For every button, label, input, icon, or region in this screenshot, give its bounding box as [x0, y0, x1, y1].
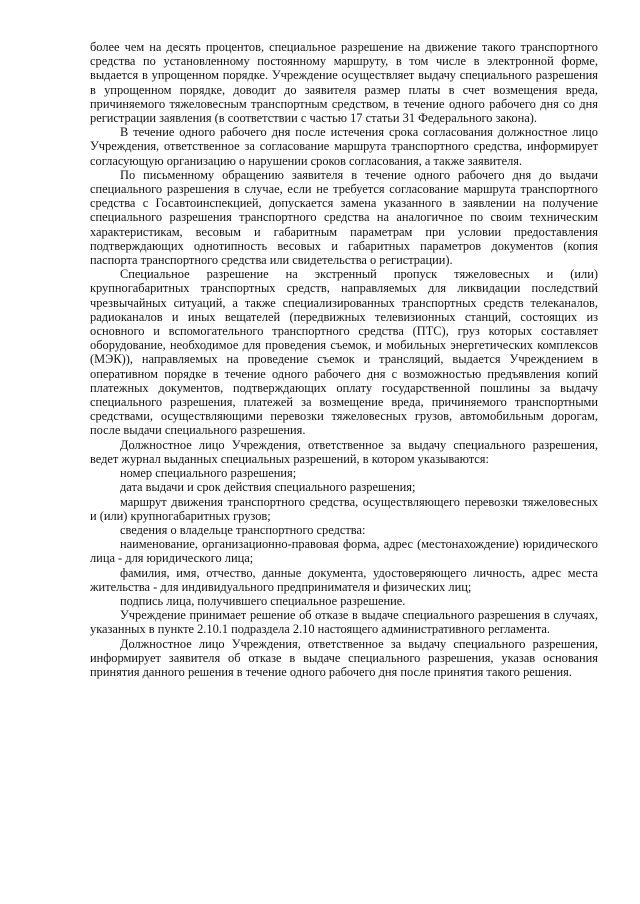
paragraph-deadline-notification: В течение одного рабочего дня после истечения срока согласования должностное лицо Учреждения, ответственное за согласование маршрута транспортного средства, информирует согласующую организацию о нарушении сроков согласования, а также заявителя.	[90, 125, 598, 168]
list-item: маршрут движения транспортного средства, осуществляющего перевозки тяжеловесных и (или) крупногабаритных грузов;	[90, 494, 598, 523]
paragraph-journal: Должностное лицо Учреждения, ответственное за выдачу специального разрешения, ведет журнал выданных специальных разрешений, в котором указываются:	[90, 437, 598, 466]
list-item: подпись лица, получившего специальное разрешение.	[120, 593, 406, 608]
paragraph-vehicle-replacement: По письменному обращению заявителя в течение одного рабочего дня до выдачи специального разрешения в случае, если не требуется согласование маршрута транспортного средства с Госавтоинспекцией, допускается замена указанного в заявлении на получение специального разрешения транспортного средства на аналогичное по своим техническим характеристикам, весовым и габаритным параметрам при условии предоставления подтверждающих однотипность весовых и габаритных параметров документов (копия паспорта транспортного средства или свидетельства о регистрации).	[90, 167, 598, 268]
paragraph-refusal-notification: Должностное лицо Учреждения, ответственное за выдачу специального разрешения, информирует заявителя об отказе в выдаче специального разрешения, указав основания принятия данного решения в течение одного рабочего дня после принятия такого решения.	[90, 636, 598, 679]
document-page	[90, 40, 598, 679]
list-item: фамилия, имя, отчество, данные документа, удостоверяющего личность, адрес места жительства - для индивидуального предпринимателя и физических лиц;	[90, 565, 598, 594]
list-item: наименование, организационно-правовая форма, адрес (местонахождение) юридического лица - для юридического лица;	[90, 537, 598, 566]
paragraph-emergency-pass: Специальное разрешение на экстренный пропуск тяжеловесных и (или) крупногабаритных транспортных средств, направляемых для ликвидации последствий чрезвычайных ситуаций, а также специализированных транспортных средств телеканалов, радиоканалов и иных вещателей (передвижных телевизионных станций, состоящих из основного и вспомогательного транспортного средства (ПТС), груз которых составляет оборудование, необходимое для проведения съемок, и мобильных энергетических комплексов (МЭК)), направляемых на проведение съемок и трансляций, выдается Учреждением в оперативном порядке в течение одного рабочего дня с возможностью предъявления копий платежных документов, подтверждающих оплату государственной пошлины за выдачу специального разрешения, платежей за возмещение вреда, причиняемого транспортными средствами, осуществляющими перевозки тяжеловесных грузов, автомобильным дорогам, после выдачи специального разрешения.	[90, 267, 598, 438]
list-item: номер специального разрешения;	[120, 466, 297, 481]
paragraph-continuation: более чем на десять процентов, специальное разрешение на движение такого транспортного средства по установленному постоянному маршруту, в том числе в электронной форме, выдается в упрощенном порядке. Учреждение осуществляет выдачу специального разрешения в упрощенном порядке, доводит до заявителя размер платы в счет возмещения вреда, причиняемого тяжеловесным транспортным средством, в течение одного рабочего дня со дня регистрации заявления (в соответствии с частью 17 статьи 31 Федерального закона).	[90, 40, 598, 126]
list-item: дата выдачи и срок действия специального разрешения;	[120, 480, 416, 495]
paragraph-refusal-decision: Учреждение принимает решение об отказе в выдаче специального разрешения в случаях, указанных в пункте 2.10.1 подраздела 2.10 настоящего административного регламента.	[90, 608, 598, 637]
list-item: сведения о владельце транспортного средства:	[120, 522, 366, 537]
